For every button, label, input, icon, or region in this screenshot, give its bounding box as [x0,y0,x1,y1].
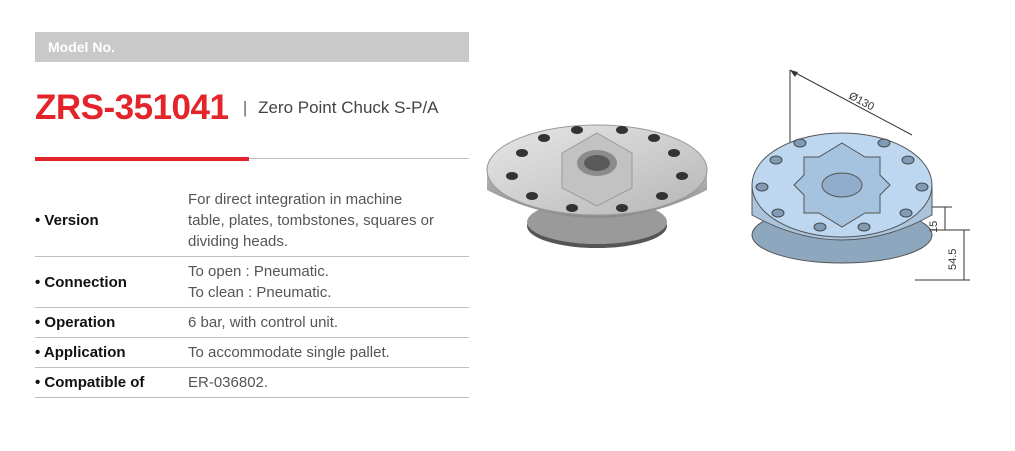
spec-value [188,257,469,308]
spec-value [188,308,469,338]
spec-value [188,185,469,257]
product-description-wrap [243,98,439,117]
model-number-bar [35,32,469,62]
spec-row-compatible [35,368,469,398]
spec-label: • Operation [35,308,188,338]
spec-row-connection [35,257,469,308]
chuck-center-bore [584,155,610,171]
spec-value-line: 6 bar, with control unit. [188,314,339,331]
spec-row-version [35,185,469,257]
drawing-center-hole [822,173,862,197]
spec-value-line: To open : Pneumatic. [188,263,329,280]
model-number-label: Model No. [48,39,115,55]
arrow-icon [790,70,798,77]
technical-drawing [740,65,990,305]
spec-label: • Compatible of [35,368,188,398]
spec-value-line: To accommodate single pallet. [188,344,390,361]
diameter-label: Ø130 [846,90,876,114]
product-title [35,88,439,138]
spec-value-line: To clean : Pneumatic. [188,284,332,301]
spec-label: • Application [35,338,188,368]
spec-value-line: ER-036802. [188,374,269,391]
height-total-label: 54.5 [947,248,959,270]
product-photo [482,108,722,268]
title-separator: | [242,98,248,117]
spec-label: • Connection [35,257,188,308]
spec-value-line: dividing heads. [188,233,289,250]
spec-value-line: table, plates, tombstones, squares or [188,212,434,229]
spec-label: • Version [35,185,188,257]
spec-row-operation [35,308,469,338]
spec-row-application [35,338,469,368]
model-code: ZRS-351041 [35,88,229,127]
spec-value [188,368,469,398]
title-divider-line [249,158,469,159]
spec-value-line: For direct integration in machine [188,191,403,208]
spec-value [188,338,469,368]
product-description: Zero Point Chuck S-P/A [258,98,439,117]
spec-table [35,185,469,398]
height-small-label: 15 [928,220,940,233]
title-accent-line [35,157,249,161]
